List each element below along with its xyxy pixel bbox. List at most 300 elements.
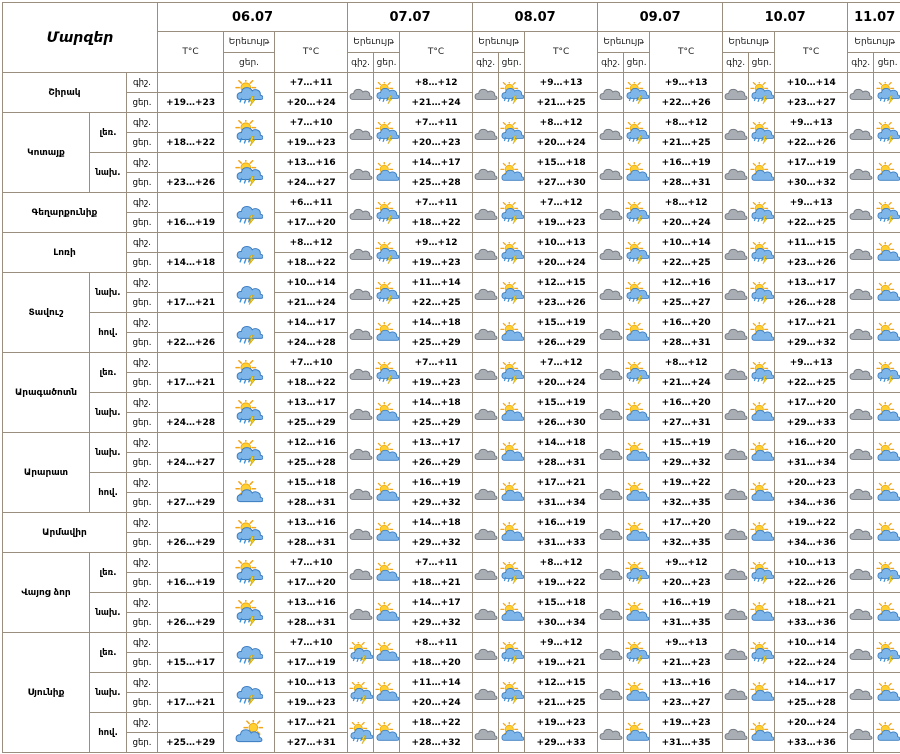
temp-value: +17…+20 bbox=[662, 518, 711, 528]
temp-value: +14…+17 bbox=[412, 158, 461, 168]
temp-cell bbox=[525, 253, 598, 273]
temp-cell bbox=[275, 553, 348, 573]
temp-value: +16…+20 bbox=[662, 398, 711, 408]
date-label: 09.07 bbox=[640, 10, 681, 25]
temp-value: +16…+19 bbox=[662, 598, 711, 608]
temp-cell bbox=[275, 673, 348, 693]
temp-cell bbox=[158, 593, 224, 613]
temp-cell bbox=[525, 513, 598, 533]
zone-name-label: լեռ. bbox=[100, 368, 117, 378]
partly-icon bbox=[874, 273, 900, 313]
cloud-icon bbox=[598, 513, 624, 553]
date-header bbox=[723, 3, 848, 32]
temp-value: +17…+21 bbox=[537, 478, 586, 488]
time-of-day-label: ցեր. bbox=[133, 498, 152, 508]
cloud-icon bbox=[723, 153, 749, 193]
day-label bbox=[127, 93, 158, 113]
date-label: 08.07 bbox=[515, 10, 556, 25]
temp-value: +10…+14 bbox=[662, 238, 711, 248]
temp-cell bbox=[650, 253, 723, 273]
region-name bbox=[3, 113, 90, 193]
partly-icon bbox=[749, 313, 775, 353]
phenomena-header-label: Երեւույթ bbox=[353, 37, 394, 47]
temp-value: +13…+17 bbox=[412, 438, 461, 448]
temp-value: +14…+18 bbox=[412, 518, 461, 528]
storm-icon bbox=[224, 73, 275, 113]
cloud-icon bbox=[723, 673, 749, 713]
temp-value: +16…+19 bbox=[412, 478, 461, 488]
temp-value: +26…+29 bbox=[166, 538, 215, 548]
storm-icon bbox=[624, 553, 650, 593]
temp-cell bbox=[775, 693, 848, 713]
temp-cell bbox=[400, 133, 473, 153]
temp-value: +27…+30 bbox=[537, 178, 586, 188]
time-of-day-label: գիշ. bbox=[133, 438, 151, 448]
time-of-day-label: ցեր. bbox=[133, 338, 152, 348]
temp-cell bbox=[525, 613, 598, 633]
temp-cell bbox=[158, 673, 224, 693]
partly-icon bbox=[499, 313, 525, 353]
temp-cell bbox=[650, 273, 723, 293]
cloud-icon bbox=[723, 633, 749, 673]
partly-icon bbox=[374, 593, 400, 633]
temp-value: +17…+21 bbox=[166, 298, 215, 308]
temp-value: +22…+25 bbox=[662, 258, 711, 268]
temp-value: +8…+12 bbox=[540, 558, 583, 568]
temp-cell bbox=[400, 473, 473, 493]
partly-icon bbox=[374, 553, 400, 593]
night-subheader bbox=[473, 53, 499, 73]
cloud-icon bbox=[348, 113, 374, 153]
partly-icon bbox=[749, 513, 775, 553]
temp-cell bbox=[158, 133, 224, 153]
storm-icon bbox=[224, 433, 275, 473]
temp-value: +10…+13 bbox=[787, 558, 836, 568]
temp-cell bbox=[400, 113, 473, 133]
day-label bbox=[127, 413, 158, 433]
temp-cell bbox=[158, 273, 224, 293]
temp-cell bbox=[650, 513, 723, 533]
temp-cell bbox=[275, 373, 348, 393]
temp-cell bbox=[775, 633, 848, 653]
day-subheader bbox=[874, 53, 900, 73]
temp-value: +25…+28 bbox=[286, 458, 335, 468]
temp-value: +21…+24 bbox=[662, 378, 711, 388]
cloud-icon bbox=[598, 73, 624, 113]
temp-value: +22…+24 bbox=[787, 658, 836, 668]
zone-name bbox=[90, 313, 127, 353]
zone-name-label: նախ. bbox=[95, 168, 120, 178]
temp-value: +8…+12 bbox=[540, 118, 583, 128]
region-name-label: Վայոց ձոր bbox=[21, 588, 70, 598]
cloud-icon bbox=[723, 233, 749, 273]
temp-cell bbox=[275, 93, 348, 113]
cloud-icon bbox=[848, 473, 874, 513]
storm-icon bbox=[499, 553, 525, 593]
region-name bbox=[3, 633, 90, 753]
temp-value: +17…+21 bbox=[166, 698, 215, 708]
partly-icon bbox=[874, 393, 900, 433]
temp-value: +15…+19 bbox=[537, 318, 586, 328]
temp-value: +17…+19 bbox=[787, 158, 836, 168]
temp-value: +29…+32 bbox=[412, 618, 461, 628]
temp-cell bbox=[650, 573, 723, 593]
temp-cell bbox=[650, 393, 723, 413]
temp-value: +31…+34 bbox=[537, 498, 586, 508]
temp-value: +17…+21 bbox=[166, 378, 215, 388]
temp-value: +25…+29 bbox=[286, 418, 335, 428]
storm-icon bbox=[624, 273, 650, 313]
temp-value: +10…+13 bbox=[286, 678, 335, 688]
temp-value: +18…+22 bbox=[166, 138, 215, 148]
temp-value: +21…+25 bbox=[537, 98, 586, 108]
temp-value: +19…+23 bbox=[537, 718, 586, 728]
partly-icon bbox=[749, 393, 775, 433]
temp-value: +18…+22 bbox=[412, 718, 461, 728]
day-label bbox=[127, 733, 158, 753]
temp-value: +29…+32 bbox=[412, 498, 461, 508]
zone-name bbox=[90, 593, 127, 633]
temp-cell bbox=[158, 733, 224, 753]
day-label bbox=[127, 573, 158, 593]
storm-icon bbox=[624, 193, 650, 233]
partly-icon bbox=[374, 713, 400, 753]
temp-value: +26…+29 bbox=[166, 618, 215, 628]
temp-cell bbox=[775, 193, 848, 213]
temp-value: +7…+12 bbox=[540, 358, 583, 368]
temp-cell bbox=[275, 173, 348, 193]
temp-value: +19…+21 bbox=[537, 658, 586, 668]
storm-icon bbox=[499, 633, 525, 673]
temp-cell bbox=[158, 73, 224, 93]
night-label bbox=[127, 633, 158, 653]
partly-icon bbox=[499, 473, 525, 513]
temp-cell bbox=[275, 513, 348, 533]
zone-name bbox=[90, 553, 127, 593]
storm-icon bbox=[874, 353, 900, 393]
temp-cell bbox=[158, 473, 224, 493]
temp-cell bbox=[275, 213, 348, 233]
temp-cell bbox=[650, 233, 723, 253]
temp-value: +25…+29 bbox=[412, 418, 461, 428]
date-label: 11.07 bbox=[854, 10, 895, 25]
temp-value: +9…+13 bbox=[790, 358, 833, 368]
temp-cell bbox=[775, 353, 848, 373]
temp-value: +18…+20 bbox=[412, 658, 461, 668]
cloud-icon bbox=[348, 193, 374, 233]
cloud-icon bbox=[473, 513, 499, 553]
temp-value: +13…+16 bbox=[286, 158, 335, 168]
temp-cell bbox=[275, 733, 348, 753]
cloud-icon bbox=[598, 273, 624, 313]
temp-cell bbox=[775, 233, 848, 253]
day-subheader-label: ցեր. bbox=[627, 58, 647, 68]
temp-value: +23…+26 bbox=[537, 298, 586, 308]
cloud-icon bbox=[598, 153, 624, 193]
partly-icon bbox=[624, 313, 650, 353]
temp-value: +26…+30 bbox=[537, 418, 586, 428]
day-label bbox=[127, 293, 158, 313]
temp-value: +20…+23 bbox=[662, 578, 711, 588]
temp-cell bbox=[158, 293, 224, 313]
temp-value: +28…+31 bbox=[662, 178, 711, 188]
phenomena-header-label: Երեւույթ bbox=[854, 37, 895, 47]
storm-icon bbox=[624, 633, 650, 673]
temp-value: +18…+22 bbox=[286, 258, 335, 268]
partly-icon bbox=[374, 153, 400, 193]
zone-name bbox=[90, 113, 127, 153]
temp-value: +27…+29 bbox=[166, 498, 215, 508]
temp-cell bbox=[650, 473, 723, 493]
temp-cell bbox=[525, 333, 598, 353]
time-of-day-label: ցեր. bbox=[133, 378, 152, 388]
partly-icon bbox=[624, 393, 650, 433]
temp-value: +31…+35 bbox=[662, 618, 711, 628]
cloud-icon bbox=[473, 313, 499, 353]
temp-value: +27…+31 bbox=[286, 738, 335, 748]
temp-cell bbox=[775, 593, 848, 613]
temp-cell bbox=[400, 553, 473, 573]
storm-icon bbox=[499, 353, 525, 393]
temp-cell bbox=[775, 153, 848, 173]
temp-cell bbox=[158, 453, 224, 473]
temp-cell bbox=[158, 573, 224, 593]
temp-value: +19…+23 bbox=[662, 718, 711, 728]
temp-value: +15…+18 bbox=[537, 598, 586, 608]
temp-value: +11…+15 bbox=[787, 238, 836, 248]
temp-cell bbox=[525, 493, 598, 513]
phenomena-header-label: Երեւույթ bbox=[728, 37, 769, 47]
temp-cell bbox=[525, 273, 598, 293]
cloud-icon bbox=[348, 353, 374, 393]
forecast-row bbox=[3, 273, 900, 293]
temp-cell bbox=[525, 173, 598, 193]
storm-icon bbox=[749, 633, 775, 673]
temp-cell bbox=[400, 533, 473, 553]
temp-cell bbox=[650, 313, 723, 333]
temp-value: +16…+20 bbox=[662, 318, 711, 328]
zone-name-label: լեռ. bbox=[100, 568, 117, 578]
partly-icon bbox=[749, 593, 775, 633]
zone-name-label: հով. bbox=[98, 488, 118, 498]
cloud-icon bbox=[598, 233, 624, 273]
temp-value: +29…+33 bbox=[787, 418, 836, 428]
temp-cell bbox=[158, 613, 224, 633]
temp-cell bbox=[158, 653, 224, 673]
storm-icon bbox=[348, 713, 374, 753]
temp-header-label: T°C bbox=[553, 47, 569, 57]
temp-cell bbox=[158, 193, 224, 213]
date-label: 07.07 bbox=[390, 10, 431, 25]
temp-cell bbox=[158, 433, 224, 453]
date-header bbox=[848, 3, 900, 32]
temp-value: +24…+28 bbox=[286, 338, 335, 348]
cloud-icon bbox=[598, 313, 624, 353]
night-label bbox=[127, 113, 158, 133]
time-of-day-label: ցեր. bbox=[133, 178, 152, 188]
temp-cell bbox=[650, 673, 723, 693]
temp-column-header bbox=[400, 32, 473, 73]
day-label bbox=[127, 493, 158, 513]
temp-value: +23…+27 bbox=[662, 698, 711, 708]
time-of-day-label: գիշ. bbox=[133, 718, 151, 728]
day-label bbox=[127, 133, 158, 153]
temp-cell bbox=[275, 353, 348, 373]
temp-value: +11…+14 bbox=[412, 278, 461, 288]
rain-icon bbox=[224, 193, 275, 233]
temp-cell bbox=[650, 653, 723, 673]
cloud-icon bbox=[848, 313, 874, 353]
temp-value: +20…+24 bbox=[412, 698, 461, 708]
temp-cell bbox=[400, 273, 473, 293]
zone-name-label: նախ. bbox=[95, 608, 120, 618]
temp-value: +13…+16 bbox=[286, 518, 335, 528]
cloud-icon bbox=[598, 593, 624, 633]
temp-cell bbox=[525, 113, 598, 133]
zone-name bbox=[90, 393, 127, 433]
day-subheader-label: ցեր. bbox=[878, 58, 898, 68]
temp-cell bbox=[650, 293, 723, 313]
region-name-label: Սյունիք bbox=[28, 688, 65, 698]
temp-value: +20…+24 bbox=[537, 258, 586, 268]
rain-icon bbox=[224, 673, 275, 713]
phenomena-column-header bbox=[723, 32, 775, 53]
phenomena-header-label: Երեւույթ bbox=[603, 37, 644, 47]
night-subheader-label: գիշ. bbox=[726, 58, 745, 68]
cloud-icon bbox=[473, 113, 499, 153]
zone-name bbox=[90, 433, 127, 473]
temp-cell bbox=[400, 413, 473, 433]
region-name bbox=[3, 273, 90, 353]
temp-cell bbox=[775, 133, 848, 153]
cloud-icon bbox=[848, 353, 874, 393]
partly-icon bbox=[874, 153, 900, 193]
temp-cell bbox=[650, 453, 723, 473]
partly-icon bbox=[749, 713, 775, 753]
partly-icon bbox=[224, 473, 275, 513]
partly-icon bbox=[499, 393, 525, 433]
storm-icon bbox=[224, 593, 275, 633]
temp-value: +8…+12 bbox=[665, 198, 708, 208]
zone-name-label: նախ. bbox=[95, 448, 120, 458]
day-subheader-label: ցեր. bbox=[239, 58, 259, 68]
day-label bbox=[127, 653, 158, 673]
region-name bbox=[3, 553, 90, 633]
cloud-icon bbox=[848, 553, 874, 593]
temp-value: +19…+23 bbox=[166, 98, 215, 108]
temp-cell bbox=[650, 533, 723, 553]
temp-cell bbox=[650, 73, 723, 93]
temp-cell bbox=[525, 473, 598, 493]
storm-icon bbox=[749, 73, 775, 113]
night-label bbox=[127, 673, 158, 693]
day-subheader bbox=[374, 53, 400, 73]
temp-value: +24…+27 bbox=[166, 458, 215, 468]
temp-cell bbox=[525, 573, 598, 593]
regions-title: Մարզեր bbox=[47, 30, 114, 46]
cloud-icon bbox=[598, 633, 624, 673]
temp-cell bbox=[275, 133, 348, 153]
temp-cell bbox=[525, 313, 598, 333]
storm-icon bbox=[224, 553, 275, 593]
temp-cell bbox=[525, 153, 598, 173]
temp-column-header bbox=[775, 32, 848, 73]
day-subheader bbox=[624, 53, 650, 73]
temp-cell bbox=[158, 413, 224, 433]
day-label bbox=[127, 253, 158, 273]
temp-header-label: T°C bbox=[678, 47, 694, 57]
temp-value: +23…+26 bbox=[787, 258, 836, 268]
temp-cell bbox=[400, 73, 473, 93]
temp-cell bbox=[158, 93, 224, 113]
temp-cell bbox=[525, 653, 598, 673]
storm-icon bbox=[749, 233, 775, 273]
partly-icon bbox=[624, 673, 650, 713]
cloud-icon bbox=[848, 233, 874, 273]
temp-value: +24…+27 bbox=[286, 178, 335, 188]
temp-value: +30…+34 bbox=[537, 618, 586, 628]
temp-value: +21…+24 bbox=[412, 98, 461, 108]
temp-cell bbox=[775, 393, 848, 413]
partly-icon bbox=[624, 713, 650, 753]
storm-icon bbox=[874, 193, 900, 233]
region-name bbox=[3, 233, 127, 273]
temp-value: +30…+32 bbox=[787, 178, 836, 188]
rain-icon bbox=[224, 633, 275, 673]
temp-cell bbox=[775, 173, 848, 193]
partly-icon bbox=[749, 433, 775, 473]
temp-value: +9…+12 bbox=[665, 558, 708, 568]
temp-value: +22…+26 bbox=[166, 338, 215, 348]
temp-cell bbox=[275, 453, 348, 473]
temp-value: +32…+35 bbox=[662, 538, 711, 548]
temp-cell bbox=[650, 433, 723, 453]
night-subheader-label: գիշ. bbox=[351, 58, 370, 68]
temp-cell bbox=[650, 593, 723, 613]
temp-value: +12…+15 bbox=[537, 678, 586, 688]
storm-icon bbox=[224, 353, 275, 393]
temp-cell bbox=[525, 533, 598, 553]
temp-cell bbox=[158, 313, 224, 333]
temp-cell bbox=[400, 573, 473, 593]
temp-cell bbox=[275, 253, 348, 273]
temp-value: +20…+24 bbox=[537, 138, 586, 148]
temp-value: +17…+20 bbox=[787, 398, 836, 408]
temp-cell bbox=[775, 213, 848, 233]
cloud-icon bbox=[723, 353, 749, 393]
temp-cell bbox=[775, 93, 848, 113]
temp-cell bbox=[400, 493, 473, 513]
temp-cell bbox=[400, 673, 473, 693]
temp-value: +19…+22 bbox=[662, 478, 711, 488]
temp-header-label: T°C bbox=[182, 47, 198, 57]
temp-cell bbox=[650, 693, 723, 713]
temp-cell bbox=[275, 153, 348, 173]
phenomena-header-label: Երեւույթ bbox=[229, 37, 270, 47]
temp-value: +28…+31 bbox=[537, 458, 586, 468]
temp-value: +7…+11 bbox=[415, 358, 458, 368]
temp-cell bbox=[275, 573, 348, 593]
temp-value: +10…+14 bbox=[787, 78, 836, 88]
time-of-day-label: գիշ. bbox=[133, 278, 151, 288]
cloud-icon bbox=[348, 73, 374, 113]
temp-cell bbox=[158, 493, 224, 513]
temp-cell bbox=[158, 173, 224, 193]
temp-cell bbox=[525, 133, 598, 153]
zone-name-label: լեռ. bbox=[100, 128, 117, 138]
temp-value: +9…+13 bbox=[790, 118, 833, 128]
temp-value: +7…+11 bbox=[415, 198, 458, 208]
